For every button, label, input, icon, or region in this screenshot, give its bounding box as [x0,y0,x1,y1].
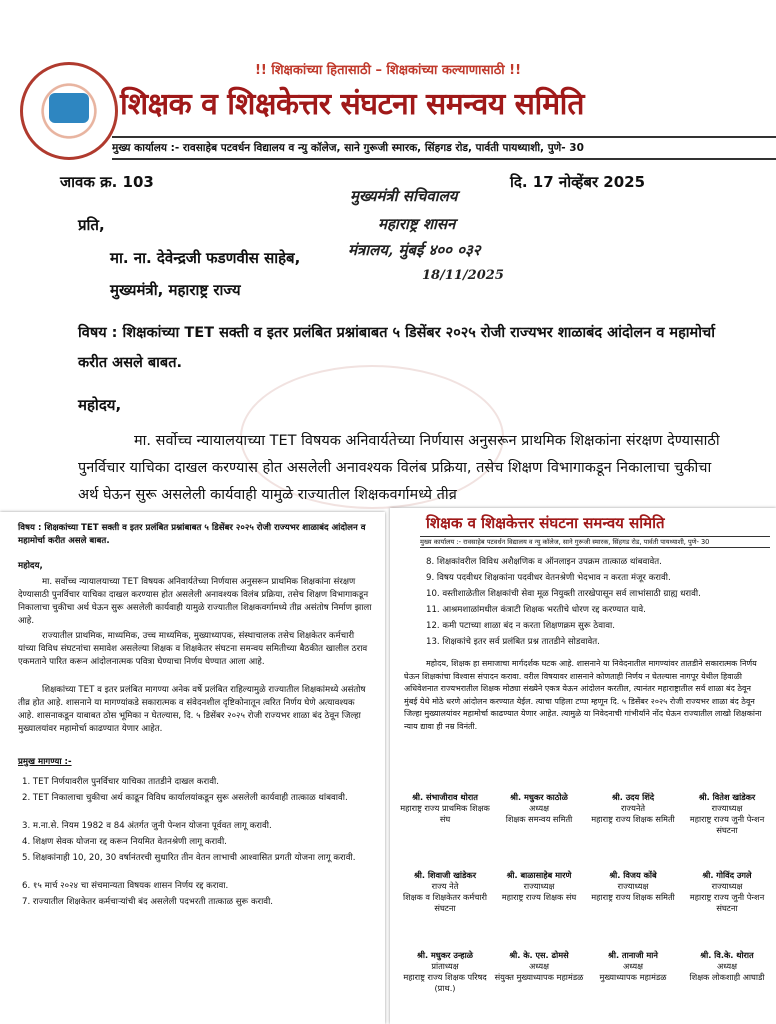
signatory: श्री. संभाजीराव थोरात महाराष्ट्र राज्य प्राथमिक शिक्षक संघ [400,780,490,825]
signatory: श्री. बाळासाहेब मारणे राज्याध्यक्ष महाराष्ट्र राज्य शिक्षक संघ [494,858,584,903]
body-paragraph: मा. सर्वोच्च न्यायालयाच्या TET विषयक अनिवार्यतेच्या निर्णयास अनुसरून प्राथमिक शिक्षकांना संरक्षण देण्यासाठी पुनर्विचार याचिका दाखल करण्यास होत असलेली अनावश्यक विलंब प्रक्रिया, तसेच शिक्षण विभागाकडून निकालाचा चुकीचा अर्थ घेऊन सुरू असलेली कार्यवाही यामुळे राज्यातील शिक्षकवर्गामध्ये तीव्र [78,433,720,503]
recipient-name: मा. ना. देवेन्द्रजी फडणवीस साहेब, [110,249,301,267]
stamp-line-3: मंत्रालय, मुंबई ४०० ०३२ [348,241,481,259]
page-one-preview [0,512,385,1024]
closing-paragraph: महोदय, शिक्षक हा समाजाचा मार्गदर्शक घटक आहे. शासनाने या निवेदनातील मागण्यांवर तातडीने सकारात्मक निर्णय घेऊन शिक्षकांचा विश्वास संपादन करावा. वरील विषयावर शासनाने कोणताही निर्णय न घेतल्यास नागपूर येथील हिवाळी अधिवेशनात राज्यभरातील शिक्षक मोठ्या संख्येने एकत्र येऊन आंदोलन करतील, त्यानंतर महाराष्ट्रातील सर्व शाळा बंद ठेवून मुंबई येथे मोठे धरणे आंदोलन करण्यात येईल. त्याचा पहिला टप्पा म्हणून दि. ५ डिसेंबर २०२५ रोजी राज्यभर शाळा बंद ठेवून जिल्हा मुख्यालयांवर महामोर्चा काढण्यात येणार आहेत. त्यामुळे या निवेदनाची गांभीर्याने नोंद घेऊन राज्यातील लाखो शिक्षकांना न्याय द्यावा ही नम्र विनंती. [404,659,762,731]
demands-heading: प्रमुख मागण्या :- [18,757,72,767]
signature-scribble [682,858,772,870]
signature-scribble [400,858,490,870]
signatory: श्री. गोविंद उगले राज्याध्यक्ष महाराष्ट्र राज्य जुनी पेन्शन संघटना [682,858,772,914]
stamp-line-2: महाराष्ट्र शासन [378,215,456,233]
letter-subject: विषय : शिक्षकांच्या TET सक्ती व इतर प्रलंबित प्रश्नांबाबत ५ डिसेंबर २०२५ रोजी राज्यभर शाळाबंद आंदोलन व महामोर्चा करीत असले बाबत. [78,325,715,371]
signatory: श्री. मधुकर उन्हाळे प्रांताध्यक्ष महाराष्ट्र राज्य शिक्षक परिषद (प्राथ.) [400,938,490,994]
signatory: श्री. शिवाजी खांडेकर राज्य नेते शिक्षक व शिक्षकेतर कर्मचारी संघटना [400,858,490,914]
signature-scribble [588,938,678,950]
page-one-paragraph-2: राज्यातील प्राथमिक, माध्यमिक, उच्च माध्यमिक, मुख्याध्यापक, संस्थाचालक तसेच शिक्षकेतर कर्मचारी यांच्या विविध संघटनांचा समावेश असलेल्या शिक्षक व शिक्षकेतर संघटना समन्वय समितीच्या बैठकीत खालील ठराव एकमताने पारित करून आंदोलनात्मक पवित्रा घेण्याचा निर्णय घेण्यात आला आहे. [18,631,368,667]
page-one-salutation: महोदय, [18,561,43,571]
demand-item: 10. वस्तीशाळेतील शिक्षकांची सेवा मूळ नियुक्ती तारखेपासून सर्व लाभांसाठी ग्राह्य धरावी. [426,589,701,599]
demand-item: 8. शिक्षकांवरील विविध अशैक्षणिक व ऑनलाइन उपक्रम तात्काळ थांबवावेत. [426,557,662,567]
signature-scribble [494,780,584,792]
recipient-designation: मुख्यमंत्री, महाराष्ट्र राज्य [110,281,241,299]
signatory: श्री. मधुकर काठोळे अध्यक्ष शिक्षक समन्वय समिती [494,780,584,825]
signatory: श्री. तानाजी माने अध्यक्ष मुख्याध्यापक महामंडळ [588,938,678,983]
signature-scribble [494,938,584,950]
salutation: महोदय, [78,396,122,414]
signature-scribble [682,938,772,950]
signatory: श्री. वितेश खांडेकर राज्याध्यक्ष महाराष्ट्र राज्य जुनी पेन्शन संघटना [682,780,772,836]
demand-item: 5. शिक्षकांनाही 10, 20, 30 वर्षानंतरची सुधारित तीन वेतन लाभाची आश्वासित प्रगती योजना लागू करावी. [22,853,356,863]
signature-scribble [588,780,678,792]
page-two-org-name: शिक्षक व शिक्षकेत्तर संघटना समन्वय समिति [426,514,665,532]
stamp-line-1: मुख्यमंत्री सचिवालय [350,187,458,205]
signature-scribble [494,858,584,870]
letter-date: दि. 17 नोव्हेंबर 2025 [510,173,646,191]
signatory: श्री. वि.के. थोरात अध्यक्ष शिक्षक लोकशाही आघाडी [682,938,772,983]
stamp-date: 18/11/2025 [422,268,504,283]
demand-item: 3. म.ना.से. नियम 1982 व 84 अंतर्गत जुनी पेन्शन योजना पूर्ववत लागू करावी. [22,821,272,831]
signature-scribble [588,858,678,870]
demand-item: 12. कमी पटाच्या शाळा बंद न करता शिक्षणक्रम सुरू ठेवावा. [426,621,615,631]
signatory: श्री. के. एस. ढोमसे अध्यक्ष संयुक्त मुख्याध्यापक महामंडळ [494,938,584,983]
demand-item: 6. १५ मार्च २०२४ चा संचमान्यता विषयक शासन निर्णय रद्द करावा. [22,881,229,891]
demand-item: 1. TET निर्णयावरील पुनर्विचार याचिका तातडीने दाखल करावी. [22,777,219,787]
handshake-icon [49,93,89,123]
organization-name: शिक्षक व शिक्षकेत्तर संघटना समन्वय समिति [120,87,585,122]
demand-item: 4. शिक्षण सेवक योजना रद्द करून नियमित वेतनश्रेणी लागू करावी. [22,837,227,847]
page-one-paragraph-1: मा. सर्वोच्च न्यायालयाच्या TET विषयक अनिवार्यतेच्या निर्णयास अनुसरून प्राथमिक शिक्षकांना संरक्षण देण्यासाठी पुनर्विचार याचिका दाखल करण्यास होत असलेली अनावश्यक विलंब प्रक्रिया, तसेच शिक्षण विभागाकडून निकालाचा चुकीचा अर्थ घेऊन सुरू असलेली कार्यवाही यामुळे राज्यातील शिक्षकवर्गामध्ये तीव्र असंतोष निर्माण झाला आहे. [18,577,372,626]
page-one-paragraph-3: शिक्षकांच्या TET व इतर प्रलंबित मागण्या अनेक वर्षे प्रलंबित राहिल्यामुळे राज्यातील शिक्षकांमध्ये असंतोष तीव्र होत आहे. शासनाने या मागण्यांकडे सकारात्मक व संवेदनशील दृष्टिकोनातून त्वरित निर्णय घेणे अत्यावश्यक आहे. शासनाकडून याबाबत ठोस भूमिका न घेतल्यास, दि. ५ डिसेंबर २०२५ रोजी राज्यभर शाळा बंद ठेवून जिल्हा मुख्यालयांवर महामोर्चा काढण्यात येणार आहेत. [18,685,366,734]
demand-item: 9. विषय पदवीधर शिक्षकांना पदवीधर वेतनश्रेणी भेदभाव न करता मंजूर करावी. [426,573,671,583]
demand-item: 2. TET निकालाचा चुकीचा अर्थ काढून विविध कार्यालयांकडून सुरू असलेली कार्यवाही तात्काळ थांबवावी. [22,793,348,803]
signatory: श्री. विजय कोंबे राज्याध्यक्ष महाराष्ट्र राज्य शिक्षक समिती [588,858,678,903]
signatory: श्री. उदय शिंदे राज्यनेते महाराष्ट्र राज्य शिक्षक समिती [588,780,678,825]
reference-number: जावक क्र. 103 [60,173,154,191]
slogan: !! शिक्षकांच्या हितासाठी – शिक्षकांच्या कल्याणासाठी !! [254,63,522,78]
signature-scribble [682,780,772,792]
signature-scribble [400,938,490,950]
office-address: मुख्य कार्यालय :- रावसाहेब पटवर्धन विद्यालय व न्यु कॉलेज, साने गुरूजी स्मारक, सिंहगड रोड, पार्वती पायथ्याशी, पुणे- 30 [112,136,776,160]
page-one-subject: विषय : शिक्षकांच्या TET सक्ती व इतर प्रलंबित प्रश्नांबाबत ५ डिसेंबर २०२५ रोजी राज्यभर शाळाबंद आंदोलन व महामोर्चा करीत असले बाबत. [18,523,366,546]
page-two-address: मुख्य कार्यालय :- रावसाहेब पटवर्धन विद्यालय व न्यु कॉलेज, साने गुरूजी स्मारक, सिंहगड रोड, पार्वती पायथ्याशी, पुणे- 30 [420,536,770,548]
demand-item: 11. आश्रमशाळांमधील कंत्राटी शिक्षक भरतीचे धोरण रद्द करण्यात यावे. [426,605,646,615]
signature-scribble [400,780,490,792]
demand-item: 13. शिक्षकांचे इतर सर्व प्रलंबित प्रश्न तातडीने सोडवावेत. [426,637,600,647]
demand-item: 7. राज्यातील शिक्षकेतर कर्मचाऱ्यांची बंद असलेली पदभरती तात्काळ सुरू करावी. [22,897,274,907]
to-label: प्रति, [78,216,105,234]
